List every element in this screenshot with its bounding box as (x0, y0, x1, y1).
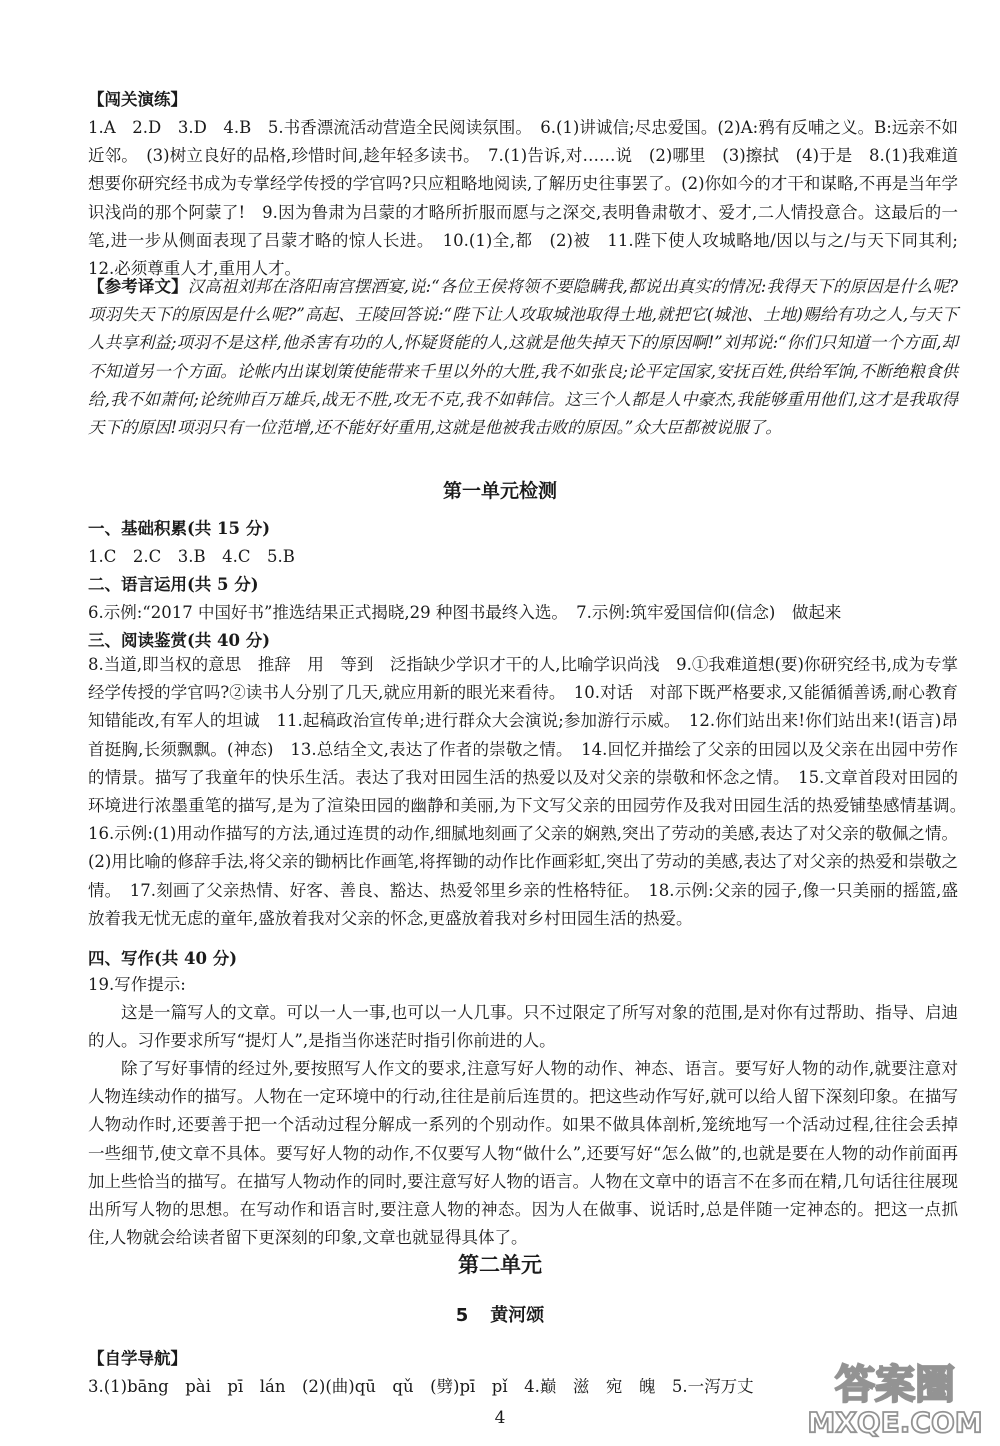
self-study-tag: 【自学导航】 (88, 1349, 187, 1368)
part1-heading: 一、基础积累(共 15 分) (88, 519, 271, 538)
question-19: 19.写作提示: (88, 975, 186, 994)
part2-answers: 6.示例:“2017 中国好书”推选结果正式揭晓,29 种图书最终入选。 7.示例:筑牢爱国信仰(信念) 做起来 (88, 603, 842, 622)
lesson-title (0, 1302, 1000, 1330)
svg-text:答案圈: 答案圈 (835, 1362, 955, 1408)
lesson-number: 5 (455, 1305, 469, 1326)
writing-hint-paragraph-1: 这是一篇写人的文章。可以一人一事,也可以一人几事。只不过限定了所写对象的范围,是对你有过帮助、指导、启迪的人。习作要求所写“提灯人”,是指当你迷茫时指引你前进的人。 (88, 1003, 958, 1051)
self-study-answers: 3.(1)bāng pài pī lán (2)(曲)qū qǔ (劈)pī pǐ 4.巅 滋 宛 魄 5.一泻万丈 (88, 1377, 754, 1396)
translation-text: 汉高祖刘邦在洛阳南宫摆酒宴,说:“各位王侯将领不要隐瞒我,都说出真实的情况:我得天下的原因是什么呢?项羽失天下的原因是什么呢?”高起、王陵回答说:“陛下让人攻取城池取得土地,就把它(城池、土地)赐给有功之人,与天下人共享利益;项羽不是这样,他杀害有功的人,怀疑贤能的人,这就是他失掉天下的原因啊!”刘邦说:“你们只知道一个方面,却不知道另一个方面。论帐内出谋划策使能带来千里以外的大胜,我不如张良;论平定国家,安抚百姓,供给军饷,不断绝粮食供给,我不如萧何;论统帅百万雄兵,战无不胜,攻无不克,我不如韩信。这三个人都是人中豪杰,我能够重用他们,这才是我取得天下的原因!项羽只有一位范增,还不能好好重用,这就是他被我击败的原因。”众大臣都被说服了。 (88, 277, 959, 438)
part3-heading: 三、阅读鉴赏(共 40 分) (88, 631, 271, 650)
reference-translation (88, 273, 958, 442)
translation-tag: 【参考译文】 (88, 277, 188, 296)
section-tag-practice: 【闯关演练】 (88, 90, 187, 109)
part4-heading: 四、写作(共 40 分) (88, 949, 238, 968)
unit1-test-title: 第一单元检测 (442, 480, 557, 502)
part2-heading: 二、语言运用(共 5 分) (88, 575, 259, 594)
watermark-logo (800, 1346, 990, 1438)
page-number: 4 (494, 1408, 506, 1428)
part1-answers: 1.C 2.C 3.B 4.C 5.B (88, 547, 295, 566)
lesson-name: 黄河颂 (490, 1305, 545, 1326)
watermark-logo-icon (800, 1346, 990, 1438)
part3-answers: 8.当道,即当权的意思 推辞 用 等到 泛指缺少学识才干的人,比喻学识尚浅 9.①我难道想(要)你研究经书,成为专掌经学传授的学官吗?②读书人分别了几天,就应用新的眼光来看待。 10.对话 对部下既严格要求,又能循循善诱,耐心教育 知错能改,有军人的坦诚 11.起稿政治宣传单;进行群众大会演说;参加游行示威。 12.你们站出来!你们站出来!(语言)昂首挺胸,长须飘飘。(神态) 13.总结全文,表达了作者的崇敬之情。 14.回忆并描绘了父亲的田园以及父亲在出园中劳作的情景。描写了我童年的快乐生活。表达了我对田园生活的热爱以及对父亲的崇敬和怀念之情。 15.文章首段对田园的环境进行浓墨重笔的描写,是为了渲染田园的幽静和美丽,为下文写父亲的田园劳作及我对田园生活的热爱铺垫感情基调。 16.示例:(1)用动作描写的方法,通过连贯的动作,细腻地刻画了父亲的娴熟,突出了劳动的美感,表达了对父亲的敬佩之情。(2)用比喻的修辞手法,将父亲的锄柄比作画笔,将挥锄的动作比作画彩虹,突出了劳动的美感,表达了对父亲的热爱和崇敬之情。 17.刻画了父亲热情、好客、善良、豁达、热爱邻里乡亲的性格特征。 18.示例:父亲的园子,像一只美丽的摇篮,盛放着我无忧无虑的童年,盛放着我对父亲的怀念,更盛放着我对乡村田园生活的热爱。 (88, 655, 975, 928)
practice-answers: 1.A 2.D 3.D 4.B 5.书香漂流活动营造全民阅读氛围。 6.(1)讲诚信;尽忠爱国。(2)A:鸦有反哺之义。B:远亲不如近邻。 (3)树立良好的品格,珍惜时间,趁年轻多读书。 7.(1)告诉,对……说 (2)哪里 (3)擦拭 (4)于是 8.(1)我难道想要你研究经书成为专掌经学传授的学官吗?只应粗略地阅读,了解历史往事罢了。(2)你如今的才干和谋略,不再是当年学识浅尚的那个阿蒙了! 9.因为鲁肃为吕蒙的才略所折服而愿与之深交,表明鲁肃敬才、爱才,二人情投意合。这最后的一笔,进一步从侧面表现了吕蒙才略的惊人长进。 10.(1)全,都 (2)被 11.陛下使人攻城略地/因以与之/与天下同其利; 12.必须尊重人才,重用人才。 (88, 118, 975, 279)
unit2-title: 第二单元 (458, 1253, 542, 1277)
svg-text:MXQE.COM: MXQE.COM (807, 1406, 983, 1438)
writing-hint-paragraph-2: 除了写好事情的经过外,要按照写人作文的要求,注意写好人物的动作、神态、语言。要写好人物的动作,就要注意对人物连续动作的描写。人物在一定环境中的行动,往往是前后连贯的。把这些动作写好,就可以给人留下深刻印象。在描写人物动作时,还要善于把一个活动过程分解成一系列的个别动作。如果不做具体剖析,笼统地写一个活动过程,往往会丢掉一些细节,使文章不具体。要写好人物的动作,不仅要写人物“做什么”,还要写好“怎么做”的,也就是要在人物的动作前面再加上些恰当的描写。在描写人物动作的同时,要注意写好人物的语言。人物在文章中的语言不在多而在精,几句话往往展现出所写人物的思想。在写动作和语言时,要注意人物的神态。因为人在做事、说话时,总是伴随一定神态的。把这一点抓住,人物就会给读者留下更深刻的印象,文章也就显得具体了。 (88, 1059, 958, 1248)
